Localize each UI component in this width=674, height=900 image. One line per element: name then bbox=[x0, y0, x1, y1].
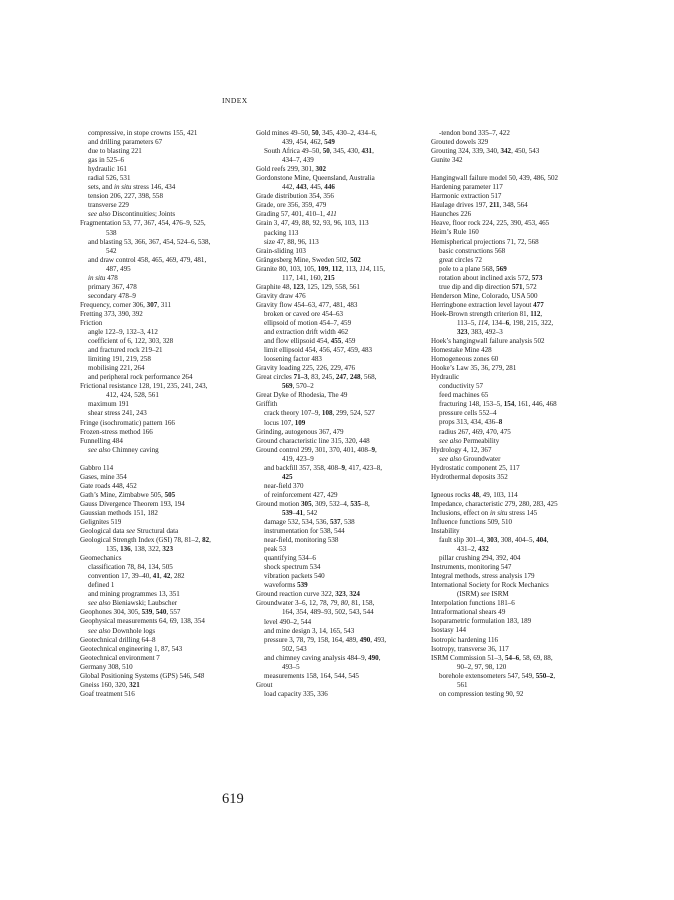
index-entry: Ground control 299, 301, 370, 401, 408–9, bbox=[256, 445, 377, 454]
index-entry: Gelignites 519 bbox=[80, 517, 122, 526]
index-entry: Grain 3, 47, 49, 88, 92, 93, 96, 103, 113 bbox=[256, 219, 369, 228]
index-entry: Ground characteristic line 315, 320, 448 bbox=[256, 436, 370, 445]
section-gap bbox=[431, 482, 609, 491]
index-subentry: 117, 141, 160, 215 bbox=[282, 273, 335, 282]
index-entry: Frozen-stress method 166 bbox=[80, 427, 153, 436]
index-subentry: 425 bbox=[282, 472, 293, 481]
index-subentry: and mining programmes 13, 351 bbox=[88, 590, 180, 599]
index-entry: Isotropic hardening 116 bbox=[431, 635, 499, 644]
index-subentry: and backfill 357, 358, 408–9, 417, 423–8, bbox=[264, 463, 383, 472]
index-subentry: 90–2, 97, 98, 120 bbox=[457, 662, 507, 671]
index-subentry: 542 bbox=[106, 246, 117, 255]
index-entry: Graphite 48, 123, 125, 129, 558, 561 bbox=[256, 282, 360, 291]
section-gap bbox=[80, 455, 258, 464]
index-entry: Isotropy, transverse 36, 117 bbox=[431, 644, 509, 653]
index-column-left bbox=[80, 129, 258, 699]
index-subentry: quantifying 534–6 bbox=[264, 554, 316, 563]
index-entry: Geotechnical environment 7 bbox=[80, 653, 160, 662]
index-entry: Groundwater 3–6, 12, 78, 79, 80, 81, 158, bbox=[256, 599, 375, 608]
index-subentry: due to blasting 221 bbox=[88, 147, 142, 156]
index-subentry: crack theory 107–9, 108, 299, 524, 527 bbox=[264, 409, 375, 418]
index-entry: Haulage drives 197, 211, 348, 564 bbox=[431, 201, 528, 210]
index-subentry: primary 367, 478 bbox=[88, 282, 137, 291]
index-entry: Gabbro 114 bbox=[80, 463, 114, 472]
index-subentry: fracturing 148, 153–5, 154, 161, 446, 468 bbox=[439, 400, 557, 409]
index-entry: Funnelling 484 bbox=[80, 436, 123, 445]
index-subentry: see also Chimney caving bbox=[88, 445, 159, 454]
index-entry: Geological Strength Index (GSI) 78, 81–2, 82, bbox=[80, 536, 211, 545]
index-subentry: South Africa 49–50, 50, 345, 430, 431, bbox=[264, 147, 374, 156]
index-entry: Integral methods, stress analysis 179 bbox=[431, 572, 535, 581]
index-entry: Gate roads 448, 452 bbox=[80, 481, 137, 490]
index-subentry: measurements 158, 164, 544, 545 bbox=[264, 671, 359, 680]
index-subentry: of reinforcement 427, 429 bbox=[264, 490, 338, 499]
index-subentry: 561 bbox=[457, 680, 468, 689]
index-subentry: in situ 478 bbox=[88, 273, 118, 282]
index-subentry: see also Downhole logs bbox=[88, 626, 156, 635]
index-subentry: radial 526, 531 bbox=[88, 174, 131, 183]
index-subentry: ellipsoid of motion 454–7, 459 bbox=[264, 318, 352, 327]
index-entry: Great circles 71–3, 83, 245, 247, 248, 568, bbox=[256, 373, 377, 382]
index-entry: Grade distribution 354, 356 bbox=[256, 192, 334, 201]
index-entry: Haunches 226 bbox=[431, 210, 472, 219]
index-subentry: pole to a plane 568, 569 bbox=[439, 264, 507, 273]
index-subentry: basic constructions 568 bbox=[439, 246, 506, 255]
index-entry: International Society for Rock Mechanics bbox=[431, 581, 549, 590]
index-subentry: 539–41, 542 bbox=[282, 508, 318, 517]
index-subentry: 419, 423–9 bbox=[282, 454, 314, 463]
index-subentry: instrumentation for 538, 544 bbox=[264, 527, 345, 536]
index-entry: Hangingwall failure model 50, 439, 486, 502 bbox=[431, 174, 559, 183]
index-subentry: damage 532, 534, 536, 537, 538 bbox=[264, 518, 355, 527]
index-entry: Gravity loading 225, 226, 229, 476 bbox=[256, 364, 356, 373]
index-subentry: and drilling parameters 67 bbox=[88, 138, 163, 147]
index-subentry: classification 78, 84, 134, 505 bbox=[88, 563, 173, 572]
index-subentry: and flow ellipsoid 454, 455, 459 bbox=[264, 337, 356, 346]
index-entry: Igneous rocks 48, 49, 103, 114 bbox=[431, 490, 518, 499]
index-subentry: convention 17, 39–40, 41, 42, 282 bbox=[88, 572, 185, 581]
index-subentry: loosening factor 483 bbox=[264, 355, 322, 364]
index-entry: Gravity flow 454–63, 477, 481, 483 bbox=[256, 300, 358, 309]
index-subentry: see also Permeability bbox=[439, 436, 500, 445]
index-entry: Homogeneous zones 60 bbox=[431, 355, 499, 364]
index-entry: Frequency, corner 306, 307, 311 bbox=[80, 300, 172, 309]
index-entry: Grout bbox=[256, 680, 273, 689]
index-entry: Grading 57, 401, 410–1, 411 bbox=[256, 210, 337, 219]
index-entry: Geomechanics bbox=[80, 554, 122, 563]
index-subentry: packing 113 bbox=[264, 228, 299, 237]
index-subentry: fault slip 301–4, 303, 308, 404–5, 404, bbox=[439, 536, 549, 545]
index-entry: Fragmentation 53, 77, 367, 454, 476–9, 525, bbox=[80, 219, 206, 228]
index-subentry: level 490–2, 544 bbox=[264, 617, 312, 626]
index-entry: Grain-sliding 103 bbox=[256, 246, 306, 255]
index-subentry: shear stress 241, 243 bbox=[88, 409, 147, 418]
index-subentry: and fractured rock 219–21 bbox=[88, 346, 163, 355]
index-subentry: 502, 543 bbox=[282, 644, 307, 653]
index-subentry: rotation about inclined axis 572, 573 bbox=[439, 273, 543, 282]
index-subentry: pillar crushing 294, 392, 404 bbox=[439, 554, 521, 563]
index-subentry: and chimney caving analysis 484–9, 490, bbox=[264, 653, 381, 662]
index-subentry: peak 53 bbox=[264, 545, 287, 554]
index-entry: ISRM Commission 51–3, 54–6, 58, 69, 88, bbox=[431, 653, 553, 662]
index-subentry: 164, 354, 489–93, 502, 543, 544 bbox=[282, 608, 374, 617]
index-column-right bbox=[431, 129, 609, 699]
index-subentry: pressure cells 552–4 bbox=[439, 409, 497, 418]
index-entry: Intraformational shears 49 bbox=[431, 608, 506, 617]
index-subentry: see also Bieniawski; Laubscher bbox=[88, 599, 178, 608]
index-entry: Isostasy 144 bbox=[431, 626, 467, 635]
index-entry: Ground reaction curve 322, 323, 324 bbox=[256, 590, 360, 599]
index-entry: Goaf treatment 516 bbox=[80, 689, 135, 698]
index-subentry: angle 122–9, 132–3, 412 bbox=[88, 328, 158, 337]
section-gap bbox=[431, 165, 609, 174]
index-subentry: and blasting 53, 366, 367, 454, 524–6, 538, bbox=[88, 237, 211, 246]
index-subentry: 442, 443, 445, 446 bbox=[282, 183, 335, 192]
index-entry: Hemispherical projections 71, 72, 568 bbox=[431, 237, 539, 246]
index-entry: Gneiss 160, 320, 321 bbox=[80, 680, 140, 689]
index-subentry: 569, 570–2 bbox=[282, 382, 314, 391]
index-entry: Hydrology 4, 12, 367 bbox=[431, 445, 492, 454]
index-subentry: maximum 191 bbox=[88, 400, 129, 409]
index-subentry: limiting 191, 219, 258 bbox=[88, 355, 151, 364]
index-entry: Ground motion 305, 309, 532–4, 535–8, bbox=[256, 499, 370, 508]
index-column-middle bbox=[256, 129, 434, 699]
index-subentry: -tendon bond 335–7, 422 bbox=[439, 129, 510, 137]
index-entry: Gauss Divergence Theorem 193, 194 bbox=[80, 499, 185, 508]
index-subentry: 113–5, 114, 134–6, 198, 215, 322, bbox=[457, 318, 554, 327]
index-entry: Germany 308, 510 bbox=[80, 662, 133, 671]
index-subentry: hydraulic 161 bbox=[88, 165, 127, 174]
index-subentry: (ISRM) see ISRM bbox=[457, 590, 509, 599]
index-subentry: 135, 136, 138, 322, 323 bbox=[106, 545, 173, 554]
index-entry: Heave, floor rock 224, 225, 390, 453, 465 bbox=[431, 219, 550, 228]
index-subentry: waveforms 539 bbox=[264, 581, 308, 590]
index-subentry: props 313, 434, 436–8 bbox=[439, 418, 503, 427]
index-entry: Global Positioning Systems (GPS) 546, 548 bbox=[80, 671, 205, 680]
page-number: 619 bbox=[222, 791, 244, 807]
index-entry: Hydrostatic component 25, 117 bbox=[431, 463, 520, 472]
index-entry: Granite 80, 103, 105, 109, 112, 113, 114, 115, bbox=[256, 264, 385, 273]
index-entry: Interpolation functions 181–6 bbox=[431, 599, 515, 608]
index-subentry: see also Groundwater bbox=[439, 454, 501, 463]
index-entry: Inclusions, effect on in situ stress 145 bbox=[431, 508, 538, 517]
index-subentry: 323, 383, 492–3 bbox=[457, 327, 503, 336]
index-subentry: and mine design 3, 14, 165, 543 bbox=[264, 626, 355, 635]
index-entry: Hoek’s hangingwall failure analysis 502 bbox=[431, 337, 545, 346]
index-subentry: compressive, in stope crowns 155, 421 bbox=[88, 129, 198, 137]
index-entry: Gath’s Mine, Zimbabwe 505, 505 bbox=[80, 490, 176, 499]
index-entry: Hooke’s Law 35, 36, 279, 281 bbox=[431, 364, 517, 373]
index-subentry: on compression testing 90, 92 bbox=[439, 689, 524, 698]
index-subentry: mobilising 221, 264 bbox=[88, 364, 145, 373]
index-entry: Friction bbox=[80, 318, 103, 327]
index-entry: Hydraulic bbox=[431, 373, 460, 382]
index-entry: Fringe (isochromatic) pattern 166 bbox=[80, 418, 175, 427]
index-subentry: and draw control 458, 465, 469, 479, 481, bbox=[88, 255, 207, 264]
index-subentry: locus 107, 109 bbox=[264, 418, 306, 427]
index-entry: Grouted dowels 329 bbox=[431, 138, 489, 147]
index-subentry: great circles 72 bbox=[439, 255, 483, 264]
index-subentry: shock spectrum 534 bbox=[264, 563, 321, 572]
index-subentry: vibration packets 540 bbox=[264, 572, 325, 581]
index-subentry: 439, 454, 462, 549 bbox=[282, 138, 335, 147]
index-entry: Gunite 342 bbox=[431, 156, 463, 165]
index-subentry: sets, and in situ stress 146, 434 bbox=[88, 183, 176, 192]
index-entry: Grade, ore 356, 359, 479 bbox=[256, 201, 327, 210]
index-subentry: near-field 370 bbox=[264, 481, 304, 490]
index-subentry: 538 bbox=[106, 228, 117, 237]
index-entry: Hydrothermal deposits 352 bbox=[431, 472, 508, 481]
index-subentry: defined 1 bbox=[88, 581, 115, 590]
index-subentry: 412, 424, 528, 561 bbox=[106, 391, 159, 400]
index-subentry: load capacity 335, 336 bbox=[264, 689, 328, 698]
index-entry: Henderson Mine, Colorado, USA 500 bbox=[431, 291, 538, 300]
index-entry: Frictional resistance 128, 191, 235, 241, 243, bbox=[80, 382, 208, 391]
index-subentry: radius 267, 469, 470, 475 bbox=[439, 427, 511, 436]
index-subentry: see also Discontinuities; Joints bbox=[88, 210, 176, 219]
index-subentry: 493–5 bbox=[282, 662, 300, 671]
index-entry: Gaussian methods 151, 182 bbox=[80, 508, 158, 517]
index-entry: Geophysical measurements 64, 69, 138, 354 bbox=[80, 617, 205, 626]
index-subentry: gas in 525–6 bbox=[88, 156, 125, 165]
index-subentry: tension 206, 227, 398, 558 bbox=[88, 192, 163, 201]
index-entry: Instruments, monitoring 547 bbox=[431, 563, 512, 572]
index-entry: Influence functions 509, 510 bbox=[431, 517, 513, 526]
index-subentry: conductivity 57 bbox=[439, 382, 484, 391]
index-entry: Harmonic extraction 517 bbox=[431, 192, 502, 201]
index-entry: Gravity draw 476 bbox=[256, 291, 306, 300]
index-subentry: 434–7, 439 bbox=[282, 156, 314, 165]
index-subentry: feed machines 65 bbox=[439, 391, 489, 400]
running-head: INDEX bbox=[222, 96, 248, 105]
index-entry: Geotechnical engineering 1, 87, 543 bbox=[80, 644, 183, 653]
index-entry: Grouting 324, 339, 340, 342, 450, 543 bbox=[431, 147, 540, 156]
index-subentry: and extraction drift width 462 bbox=[264, 328, 349, 337]
index-subentry: true dip and dip direction 571, 572 bbox=[439, 282, 537, 291]
index-entry: Griffith bbox=[256, 400, 278, 409]
index-entry: Isoparametric formulation 183, 189 bbox=[431, 617, 532, 626]
index-entry: Gold reefs 299, 301, 302 bbox=[256, 165, 327, 174]
index-entry: Grängesberg Mine, Sweden 502, 502 bbox=[256, 255, 361, 264]
index-entry: Geological data see Structural data bbox=[80, 527, 179, 536]
index-subentry: and peripheral rock performance 264 bbox=[88, 373, 193, 382]
index-entry: Instability bbox=[431, 526, 460, 535]
index-subentry: 431–2, 432 bbox=[457, 545, 489, 554]
index-subentry: limit ellipsoid 454, 456, 457, 459, 483 bbox=[264, 346, 373, 355]
index-entry: Homestake Mine 428 bbox=[431, 346, 492, 355]
index-entry: Fretting 373, 390, 392 bbox=[80, 309, 143, 318]
index-subentry: size 47, 88, 96, 113 bbox=[264, 237, 319, 246]
index-subentry: coefficient of 6, 122, 303, 328 bbox=[88, 337, 174, 346]
index-subentry: transverse 229 bbox=[88, 201, 129, 210]
index-entry: Geotechnical drilling 64–8 bbox=[80, 635, 156, 644]
index-entry: Grinding, autogenous 367, 479 bbox=[256, 427, 344, 436]
index-entry: Hoek-Brown strength criterion 81, 112, bbox=[431, 309, 543, 318]
index-subentry: broken or caved ore 454–63 bbox=[264, 309, 344, 318]
index-subentry: borehole extensometers 547, 549, 550–2, bbox=[439, 671, 556, 680]
index-subentry: 487, 495 bbox=[106, 264, 131, 273]
index-entry: Geophones 304, 305, 539, 540, 557 bbox=[80, 608, 181, 617]
index-entry: Gordonstone Mine, Queensland, Australia bbox=[256, 174, 375, 183]
index-entry: Heim’s Rule 160 bbox=[431, 228, 479, 237]
index-entry: Gold mines 49–50, 50, 345, 430–2, 434–6, bbox=[256, 129, 377, 137]
index-subentry: near-field, monitoring 538 bbox=[264, 536, 339, 545]
index-entry: Great Dyke of Rhodesia, The 49 bbox=[256, 391, 348, 400]
index-subentry: secondary 478–9 bbox=[88, 291, 136, 300]
index-entry: Herringbone extraction level layout 477 bbox=[431, 300, 544, 309]
index-entry: Impedance, characteristic 279, 280, 283, 425 bbox=[431, 499, 558, 508]
index-subentry: pressure 3, 78, 79, 158, 164, 489, 490, 493, bbox=[264, 635, 387, 644]
index-entry: Hardening parameter 117 bbox=[431, 183, 503, 192]
index-entry: Gases, mine 354 bbox=[80, 472, 127, 481]
